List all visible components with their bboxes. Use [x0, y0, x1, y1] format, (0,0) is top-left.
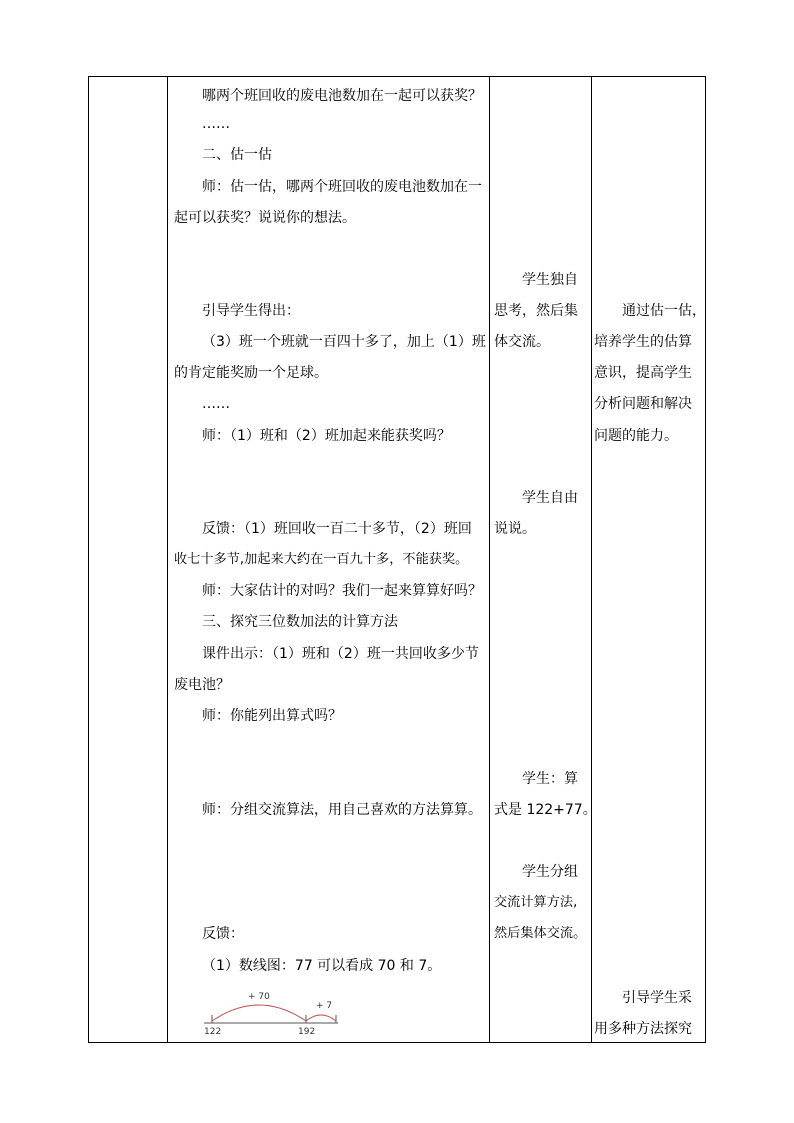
text-line: 废电池？ [174, 677, 230, 693]
text-line: 通过估一估， [622, 303, 706, 319]
text-line: 哪两个班回收的废电池数加在一起可以获奖？ [202, 88, 482, 104]
text-line: 收七十多节,加起来大约在一百九十多，不能获奖。 [174, 552, 469, 567]
jump2-label: + 7 [316, 1001, 333, 1011]
column-divider [489, 77, 490, 1042]
text-line: 师：估一估，哪两个班回收的废电池数加在一 [202, 179, 482, 195]
text-line: 分析问题和解决 [594, 396, 692, 412]
text-line: 式是 122+77。 [494, 802, 597, 818]
text-line: 学生：算 [522, 771, 578, 787]
text-line: 然后集体交流。 [494, 926, 587, 941]
text-line: （1）数线图：77 可以看成 70 和 7。 [202, 958, 442, 974]
text-line: 的肯定能奖励一个足球。 [174, 365, 328, 381]
text-line: 反馈：（1）班回收一百二十多节，（2）班回 [202, 521, 472, 537]
section-heading: 二、估一估 [202, 147, 272, 163]
text-line: 说说。 [494, 521, 536, 537]
text-line: 师：你能列出算式吗？ [202, 708, 342, 724]
number-line-diagram [198, 985, 348, 1037]
section-heading: 三、探究三位数加法的计算方法 [202, 614, 398, 630]
text-line: 师：（1）班和（2）班加起来能获奖吗？ [202, 428, 451, 444]
text-line: 引导学生采 [622, 990, 692, 1006]
text-line: 起可以获奖？说说你的想法。 [174, 210, 356, 226]
text-line: （3）班一个班就一百四十多了，加上（1）班 [202, 334, 486, 350]
start-label: 122 [204, 1027, 222, 1037]
text-line: 问题的能力。 [594, 428, 678, 444]
text-line: 交流计算方法, [494, 895, 578, 910]
text-line: …… [202, 396, 230, 412]
text-line: 课件出示：（1）班和（2）班一共回收多少节 [202, 646, 479, 662]
jump-arc-70 [212, 1005, 306, 1021]
mid-label: 192 [298, 1027, 316, 1037]
text-line: 思考，然后集 [494, 303, 578, 319]
text-line: 学生独自 [522, 272, 578, 288]
text-line: 用多种方法探究 [594, 1021, 692, 1037]
text-line: 意识，提高学生 [594, 365, 692, 381]
column-divider [167, 77, 168, 1042]
text-line: 培养学生的估算 [594, 334, 692, 350]
jump1-label: + 70 [248, 992, 270, 1002]
jump-arc-7 [306, 1015, 336, 1021]
text-line: 引导学生得出： [202, 303, 300, 319]
text-line: 体交流。 [494, 334, 550, 350]
text-line: 师：大家估计的对吗？我们一起来算算好吗？ [202, 583, 482, 599]
text-line: 师：分组交流算法，用自己喜欢的方法算算。 [202, 802, 482, 818]
text-line: 反馈： [202, 926, 244, 942]
column-divider [591, 77, 592, 1042]
text-line: 学生分组 [522, 864, 578, 880]
text-line: …… [202, 116, 230, 132]
text-line: 学生自由 [522, 490, 578, 506]
